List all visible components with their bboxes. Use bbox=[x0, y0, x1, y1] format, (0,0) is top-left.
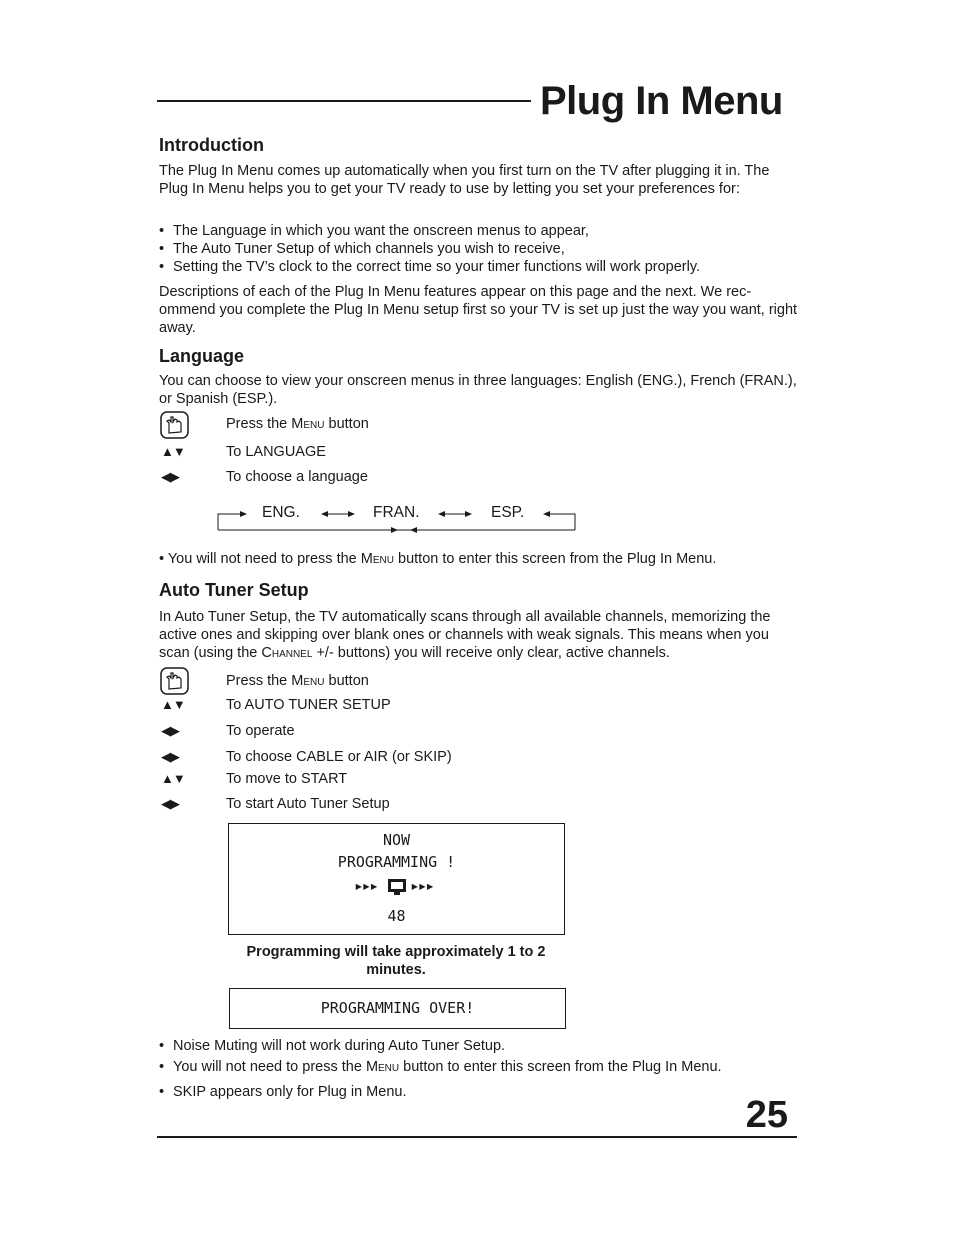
menu-word: Menu bbox=[365, 1059, 400, 1075]
bottom-rule bbox=[157, 1136, 797, 1138]
auto-tuner-step: To start Auto Tuner Setup bbox=[226, 796, 390, 812]
left-right-arrows-icon: ◀▶ bbox=[161, 723, 179, 738]
language-step-choose: To choose a language bbox=[226, 469, 368, 485]
programming-caption: Programming will take approximately 1 to 2 minutes. bbox=[246, 944, 546, 978]
note-text: You will not need to press the bbox=[173, 1059, 366, 1075]
note-text: button to enter this screen from the Plug In Menu. bbox=[399, 1059, 722, 1075]
progress-arrows-icon: ▸▸▸ bbox=[354, 876, 377, 895]
auto-tuner-note: • Noise Muting will not work during Auto Tuner Setup. bbox=[159, 1038, 506, 1054]
intro-bullet-text: Setting the TV’s clock to the correct time so your timer functions will work properly. bbox=[173, 259, 701, 275]
progress-arrows-icon: ▸▸▸ bbox=[410, 876, 433, 895]
note-text: Noise Muting will not work during Auto Tuner Setup. bbox=[173, 1038, 506, 1054]
tv-icon bbox=[387, 878, 407, 896]
auto-tuner-note: • You will not need to press the Menu button to enter this screen from the Plug In Menu. bbox=[159, 1059, 722, 1075]
menu-word: Menu bbox=[360, 551, 394, 567]
auto-tuner-step: To operate bbox=[226, 723, 295, 739]
note-text: • You will not need to press the bbox=[159, 551, 361, 567]
auto-tuner-paragraph bbox=[159, 608, 799, 662]
intro-paragraph: The Plug In Menu comes up automatically when you first turn on the TV after plugging it in. The Plug In Menu helps you to get your TV ready to use by letting you set your preferences for: bbox=[159, 163, 770, 197]
intro-paragraph-2: Descriptions of each of the Plug In Menu features appear on this page and the next. We rec-ommend you complete the Plug In Menu setup first so your TV is set up just the way you want, right away. bbox=[159, 284, 798, 336]
left-right-arrows-icon: ◀▶ bbox=[161, 749, 179, 764]
auto-tuner-step: To choose CABLE or AIR (or SKIP) bbox=[226, 749, 452, 765]
menu-word: Menu bbox=[291, 673, 325, 689]
intro-heading: Introduction bbox=[159, 135, 264, 155]
auto-tuner-heading: Auto Tuner Setup bbox=[159, 580, 309, 600]
up-down-arrows-icon: ▲▼ bbox=[161, 697, 185, 712]
intro-bullet-text: The Language in which you want the onscreen menus to appear, bbox=[173, 223, 589, 239]
language-paragraph: You can choose to view your onscreen menus in three languages: English (ENG.), French (FRAN.), or Spanish (ESP.). bbox=[159, 373, 797, 407]
auto-tuner-step: To AUTO TUNER SETUP bbox=[226, 697, 391, 713]
intro-bullet-text: The Auto Tuner Setup of which channels you wish to receive, bbox=[173, 241, 565, 257]
programming-screen bbox=[228, 823, 565, 935]
programming-over-screen: PROGRAMMING OVER! bbox=[229, 988, 566, 1029]
language-step-to-language: To LANGUAGE bbox=[226, 444, 326, 460]
channel-word: Channel bbox=[261, 645, 313, 661]
language-heading: Language bbox=[159, 346, 245, 366]
step-text: button bbox=[324, 416, 369, 432]
step-text: button bbox=[324, 673, 369, 689]
screen-channel-number: 48 bbox=[387, 907, 406, 925]
step-text: Press the bbox=[226, 416, 292, 432]
programming-indicator bbox=[229, 876, 564, 896]
language-note bbox=[159, 550, 716, 568]
note-text: button to enter this screen from the Plug In Menu. bbox=[393, 551, 717, 567]
note-text: SKIP appears only for Plug in Menu. bbox=[173, 1084, 407, 1100]
left-right-arrows-icon: ◀▶ bbox=[161, 469, 179, 484]
menu-button-hand-icon bbox=[160, 667, 190, 695]
step-text: Press the bbox=[226, 673, 292, 689]
language-option-eng: ENG. bbox=[262, 504, 300, 521]
screen-now: NOW bbox=[382, 831, 411, 849]
intro-bullet: • The Auto Tuner Setup of which channels you wish to receive, bbox=[159, 241, 565, 257]
page-title: Plug In Menu bbox=[540, 79, 783, 123]
up-down-arrows-icon: ▲▼ bbox=[161, 771, 185, 786]
screen-programming: PROGRAMMING ! bbox=[337, 853, 456, 871]
intro-bullet: • The Language in which you want the onscreen menus to appear, bbox=[159, 223, 589, 239]
auto-tuner-step: To move to START bbox=[226, 771, 348, 787]
left-right-arrows-icon: ◀▶ bbox=[161, 796, 179, 811]
intro-bullet: • Setting the TV’s clock to the correct time so your timer functions will work properly. bbox=[159, 259, 701, 275]
para-text: +/- buttons) you will receive only clear, active channels. bbox=[312, 645, 670, 661]
para-text: In Auto Tuner Setup, the TV automatically scans through all available channels, memorizing the active ones and skipping over blank ones or channels with weak signals. This means when you scan (using the bbox=[159, 609, 771, 661]
language-option-fran: FRAN. bbox=[373, 504, 420, 521]
up-down-arrows-icon: ▲▼ bbox=[161, 444, 185, 459]
language-step-press-menu bbox=[226, 415, 369, 433]
language-option-esp: ESP. bbox=[491, 504, 525, 521]
auto-tuner-note: • SKIP appears only for Plug in Menu. bbox=[159, 1084, 407, 1100]
title-rule bbox=[157, 100, 531, 102]
menu-word: Menu bbox=[291, 416, 325, 432]
page-number: 25 bbox=[745, 1094, 788, 1136]
menu-button-hand-icon bbox=[160, 411, 190, 439]
auto-tuner-step bbox=[226, 672, 369, 690]
